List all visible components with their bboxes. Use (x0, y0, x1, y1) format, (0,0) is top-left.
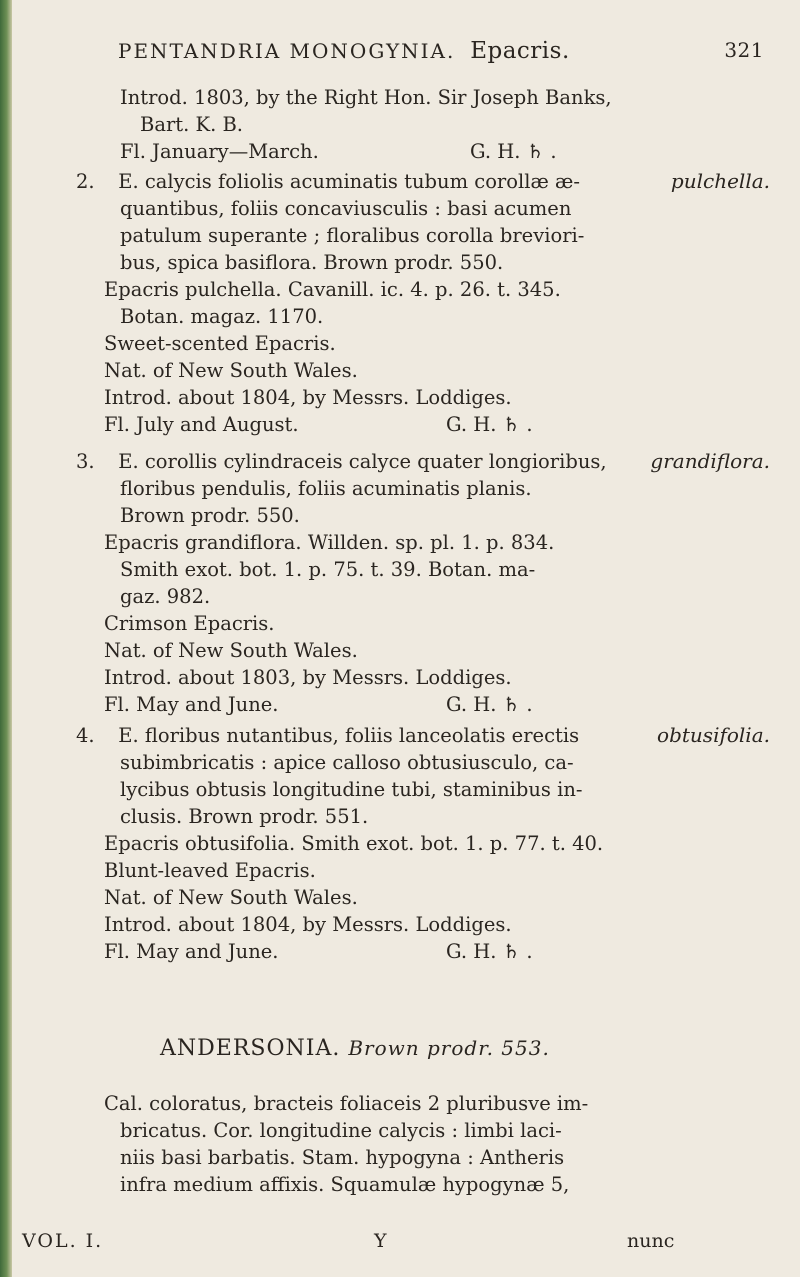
flowering-text: Fl. May and June. (104, 693, 279, 716)
text-line: clusis. Brown prodr. 551. (120, 805, 369, 828)
text-line (40, 168, 770, 195)
species-margin-name: pulchella. (670, 169, 770, 193)
text-line: Botan. magaz. 1170. (120, 305, 324, 328)
text-line: quantibus, foliis concaviusculis : basi acumen (120, 197, 572, 220)
genus-name: ANDERSONIA. (160, 1036, 341, 1061)
text-line (40, 722, 770, 749)
text-line: niis basi barbatis. Stam. hypogyna : Antheris (120, 1146, 565, 1169)
diagnosis-text: E. floribus nutantibus, foliis lanceolatis erectis (118, 724, 580, 747)
text-line (40, 411, 770, 438)
catchword: nunc (627, 1230, 675, 1252)
text-line (40, 691, 770, 718)
text-line: Brown prodr. 550. (120, 504, 300, 527)
species-1-continuation (40, 84, 770, 165)
genus-heading-andersonia (160, 1036, 550, 1061)
habitat-note: G. H. ♄ . (470, 140, 557, 163)
text-line: Introd. about 1804, by Messrs. Loddiges. (104, 913, 512, 936)
text-line: Epacris obtusifolia. Smith exot. bot. 1. p. 77. t. 40. (104, 832, 604, 855)
habitat-note: G. H. ♄ . (446, 940, 533, 963)
text-line: Blunt-leaved Epacris. (104, 859, 316, 882)
text-line: gaz. 982. (120, 585, 211, 608)
page-footer (22, 1230, 762, 1252)
species-entry-pulchella (40, 168, 770, 438)
text-line: Nat. of New South Wales. (104, 639, 358, 662)
flowering-text: Fl. July and August. (104, 413, 299, 436)
text-line: bus, spica basiflora. Brown prodr. 550. (120, 251, 504, 274)
text-line: Crimson Epacris. (104, 612, 275, 635)
genus-description (40, 1090, 770, 1198)
text-line: Epacris pulchella. Cavanill. ic. 4. p. 26. t. 345. (104, 278, 561, 301)
text-line: Nat. of New South Wales. (104, 886, 358, 909)
text-line: floribus pendulis, foliis acuminatis planis. (120, 477, 532, 500)
genus-reference: Brown prodr. 553. (348, 1036, 550, 1060)
diagnosis-text: E. corollis cylindraceis calyce quater longioribus, (118, 450, 607, 473)
habitat-note: G. H. ♄ . (446, 693, 533, 716)
genus-title: Epacris. (470, 38, 570, 64)
running-header (118, 38, 764, 64)
species-margin-name: grandiflora. (650, 449, 770, 473)
species-entry-grandiflora (40, 448, 770, 718)
species-margin-name: obtusifolia. (657, 723, 770, 747)
volume-label: VOL. I. (22, 1230, 104, 1252)
text-line: bricatus. Cor. longitudine calycis : limbi laci- (120, 1119, 562, 1142)
species-entry-obtusifolia (40, 722, 770, 965)
signature-mark: Y (374, 1230, 387, 1252)
species-number: 4. (76, 724, 95, 747)
text-line (40, 138, 770, 165)
species-number: 2. (76, 170, 95, 193)
text-line: subimbricatis : apice calloso obtusiusculo, ca- (120, 751, 574, 774)
text-line: Introd. about 1804, by Messrs. Loddiges. (104, 386, 512, 409)
text-line: Cal. coloratus, bracteis foliaceis 2 pluribusve im- (104, 1092, 589, 1115)
text-line: patulum superante ; floralibus corolla breviori- (120, 224, 585, 247)
diagnosis-text: E. calycis foliolis acuminatis tubum corollæ æ- (118, 170, 580, 193)
flowering-text: Fl. May and June. (104, 940, 279, 963)
text-line: Bart. K. B. (140, 113, 244, 136)
text-line (40, 938, 770, 965)
text-line: infra medium affixis. Squamulæ hypogynæ 5, (120, 1173, 570, 1196)
text-line: Epacris grandiflora. Willden. sp. pl. 1. p. 834. (104, 531, 555, 554)
text-line (40, 448, 770, 475)
text-line: lycibus obtusis longitudine tubi, staminibus in- (120, 778, 583, 801)
habitat-note: G. H. ♄ . (446, 413, 533, 436)
text-line: Nat. of New South Wales. (104, 359, 358, 382)
flowering-text: Fl. January—March. (120, 140, 319, 163)
text-line: Smith exot. bot. 1. p. 75. t. 39. Botan. ma- (120, 558, 536, 581)
text-line: Introd. 1803, by the Right Hon. Sir Joseph Banks, (120, 86, 612, 109)
text-line: Introd. about 1803, by Messrs. Loddiges. (104, 666, 512, 689)
text-line: Sweet-scented Epacris. (104, 332, 336, 355)
species-number: 3. (76, 450, 95, 473)
page-number: 321 (724, 38, 764, 62)
running-title: PENTANDRIA MONOGYNIA. (118, 39, 456, 63)
